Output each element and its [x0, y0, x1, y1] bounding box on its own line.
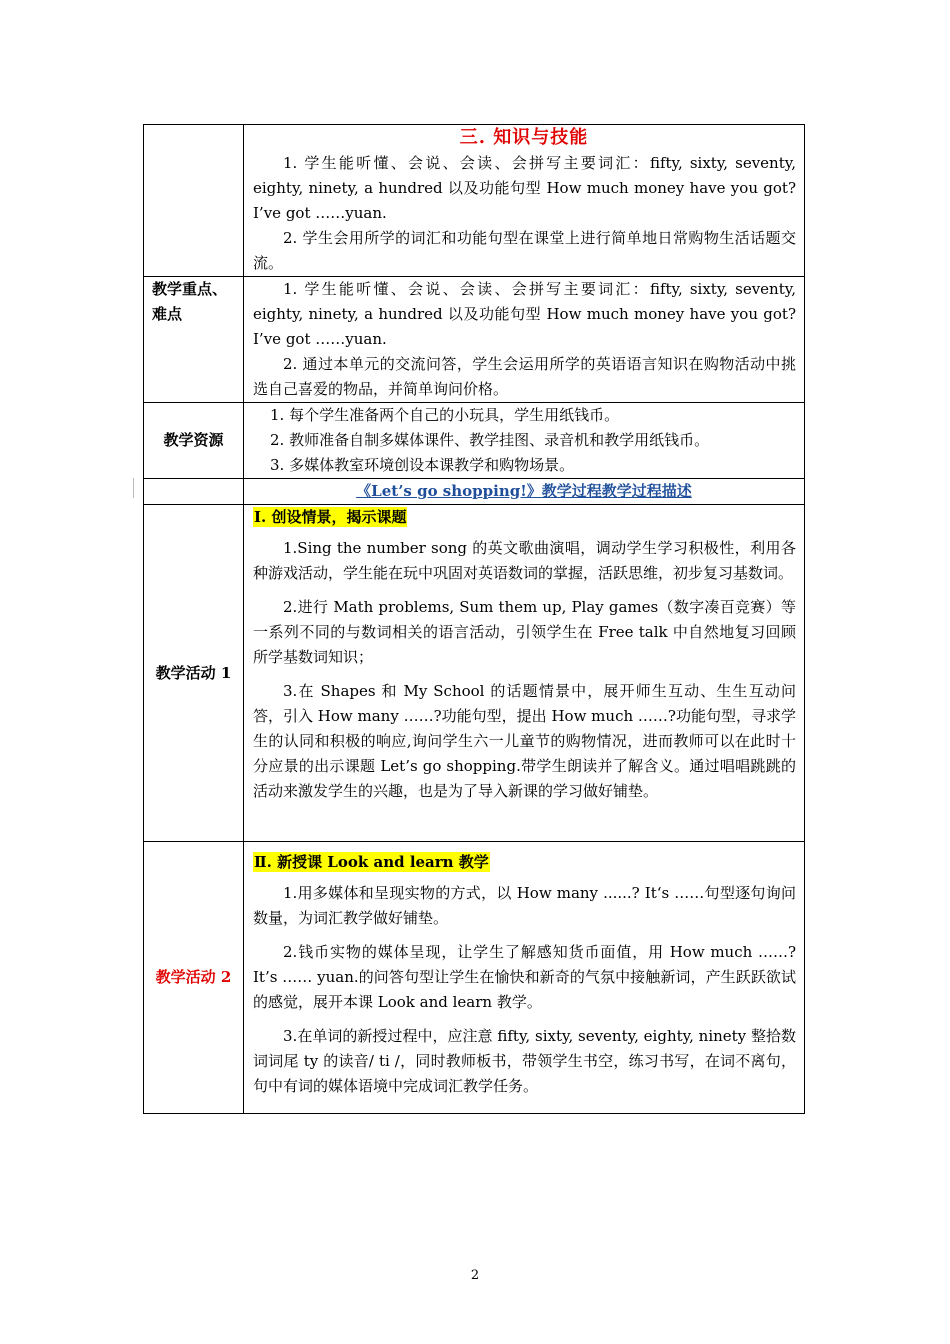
activity2-row	[144, 842, 805, 1114]
activity1-label: 教学活动 1	[155, 663, 232, 682]
activity1-label-cell	[144, 505, 244, 842]
key-points-row	[144, 277, 805, 403]
activity1-content-cell	[244, 505, 805, 842]
resource-item: 2. 教师准备自制多媒体课件、教学挂图、录音机和教学用纸钱币。	[270, 431, 710, 449]
margin-mark	[133, 478, 134, 498]
key-points-para-2: 2. 通过本单元的交流问答，学生会运用所学的英语语言知识在购物活动中挑选自己喜爱的物品，并简单询问价格。	[253, 355, 796, 398]
page-number: 2	[470, 1268, 480, 1283]
activity2-para-1: 1.用多媒体和呈现实物的方式，以 How many ......? It‘s ……句型逐句询问数量，为词汇教学做好铺垫。	[253, 884, 796, 927]
resources-label: 教学资源	[163, 431, 224, 449]
key-points-para-1: 1. 学生能听懂、会说、会读、会拼写主要词汇：fifty, sixty, seventy, eighty, ninety, a hundred 以及功能句型 How much money have you got? I’ve got ……yuan.	[253, 280, 796, 348]
activity2-content-cell	[244, 842, 805, 1114]
activity1-section-heading: Ⅰ. 创设情景，揭示课题	[254, 508, 407, 526]
process-title-row	[144, 479, 805, 505]
skills-heading: 三. 知识与技能	[459, 127, 589, 148]
resource-item: 1. 每个学生准备两个自己的小玩具，学生用纸钱币。	[270, 406, 620, 424]
process-title-label-cell	[144, 479, 244, 505]
key-points-label: 教学重点、难点	[152, 280, 228, 323]
skills-label-cell	[144, 125, 244, 277]
activity2-para-3: 3.在单词的新授过程中，应注意 fifty, sixty, seventy, eighty, ninety 整拾数词词尾 ty 的读音/ ti /，同时教师板书，带领学生书空，练习书写，在词不离句，句中有词的媒体语境中完成词汇教学任务。	[253, 1027, 796, 1095]
resources-row	[144, 403, 805, 479]
skills-content-cell	[244, 125, 805, 277]
activity2-label-cell	[144, 842, 244, 1114]
process-title: 《Let’s go shopping!》教学过程教学过程描述	[356, 482, 692, 500]
skills-para-1: 1. 学生能听懂、会说、会读、会拼写主要词汇：fifty, sixty, seventy, eighty, ninety, a hundred 以及功能句型 How much money have you got? I’ve got ……yuan.	[253, 154, 796, 222]
key-points-label-cell	[144, 277, 244, 403]
resources-content-cell	[244, 403, 805, 479]
skills-row	[144, 125, 805, 277]
key-points-content-cell	[244, 277, 805, 403]
activity1-para-3: 3.在 Shapes 和 My School 的话题情景中，展开师生互动、生生互动问答，引入 How many ……?功能句型，提出 How much ……?功能句型，寻求学生的认同和积极的响应,询问学生六一儿童节的购物情况，进而教师可以在此时十分应景的出示课题 Let’s go shopping.带学生朗读并了解含义。通过唱唱跳跳的活动来激发学生的兴趣，也是为了导入新课的学习做好铺垫。	[253, 682, 796, 800]
lesson-plan-table	[143, 124, 805, 1114]
resources-label-cell	[144, 403, 244, 479]
activity1-para-1: 1.Sing the number song 的英文歌曲演唱，调动学生学习积极性，利用各种游戏活动，学生能在玩中巩固对英语数词的掌握，活跃思维，初步复习基数词。	[253, 539, 796, 582]
process-title-cell	[244, 479, 805, 505]
activity1-row	[144, 505, 805, 842]
activity2-label: 教学活动 2	[155, 968, 232, 986]
activity2-section-heading: Ⅱ. 新授课 Look and learn 教学	[254, 853, 489, 871]
activity1-para-2: 2.进行 Math problems, Sum them up, Play games（数字凑百竞赛）等一系列不同的与数词相关的语言活动，引领学生在 Free talk 中自然地复习回顾所学基数词知识；	[253, 598, 796, 666]
activity2-para-2: 2.钱币实物的媒体呈现，让学生了解感知货币面值，用 How much ……? It’s …… yuan.的问答句型让学生在愉快和新奇的气氛中接触新词，产生跃跃欲试的感觉，展开本课 Look and learn 教学。	[253, 943, 796, 1011]
resource-item: 3. 多媒体教室环境创设本课教学和购物场景。	[270, 456, 575, 474]
skills-para-2: 2. 学生会用所学的词汇和功能句型在课堂上进行简单地日常购物生活话题交流。	[253, 229, 796, 272]
